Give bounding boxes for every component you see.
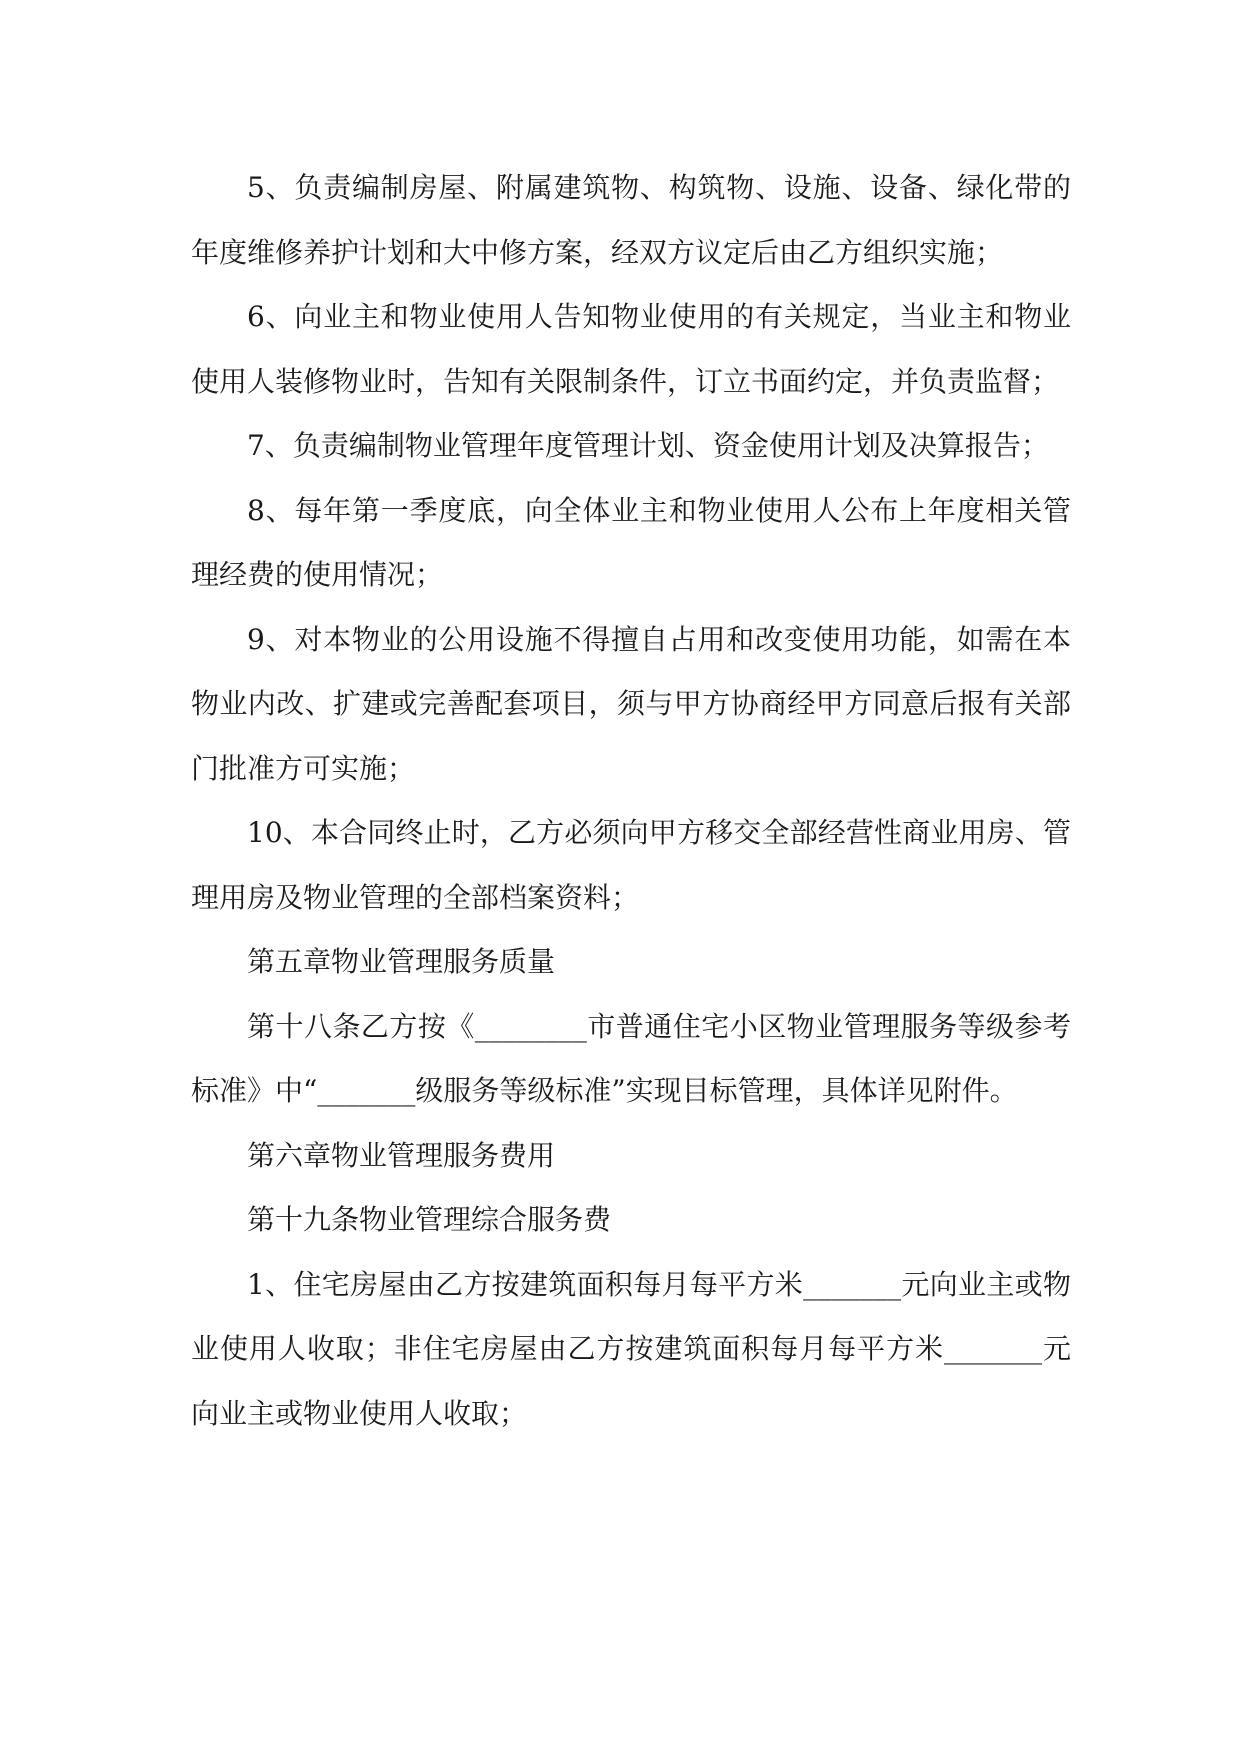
paragraph-item-8: 8、每年第一季度底，向全体业主和物业使用人公布上年度相关管理经费的使用情况；: [191, 493, 1071, 591]
paragraph-item-6: 6、向业主和物业使用人告知物业使用的有关规定，当业主和物业使用人装修物业时，告知有关限制条件，订立书面约定，并负责监督；: [191, 300, 1071, 398]
paragraph-item-10: 10、本合同终止时，乙方必须向甲方移交全部经营性商业用房、管理用房及物业管理的全部档案资料；: [191, 816, 1071, 914]
article-19-heading: 第十九条物业管理综合服务费: [247, 1203, 612, 1236]
chapter-5-heading: 第五章物业管理服务质量: [247, 945, 556, 978]
article-18: 第十八条乙方按《________市普通住宅小区物业管理服务等级参考标准》中“_______级服务等级标准”实现目标管理，具体详见附件。: [191, 1009, 1071, 1107]
paragraph-item-5: 5、负责编制房屋、附属建筑物、构筑物、设施、设备、绿化带的年度维修养护计划和大中修方案，经双方议定后由乙方组织实施；: [191, 171, 1071, 269]
paragraph-item-9: 9、对本物业的公用设施不得擅自占用和改变使用功能，如需在本物业内改、扩建或完善配套项目，须与甲方协商经甲方同意后报有关部门批准方可实施；: [191, 622, 1071, 785]
article-19-item-1: 1、住宅房屋由乙方按建筑面积每月每平方米_______元向业主或物业使用人收取；非住宅房屋由乙方按建筑面积每月每平方米_______元向业主或物业使用人收取；: [191, 1267, 1071, 1430]
document-body: [191, 156, 1071, 1446]
paragraph-item-7: 7、负责编制物业管理年度管理计划、资金使用计划及决算报告；: [247, 429, 1049, 462]
chapter-6-heading: 第六章物业管理服务费用: [247, 1138, 556, 1172]
